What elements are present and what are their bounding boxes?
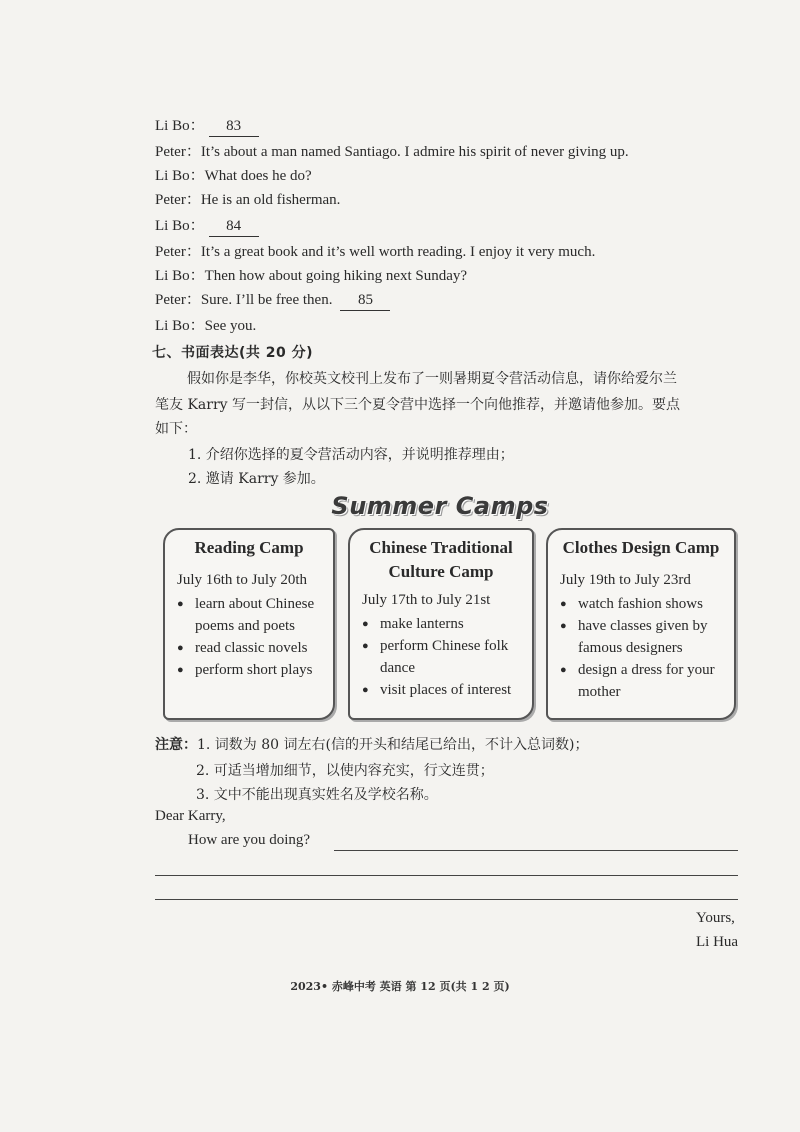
camp-activity: ● visit places of interest xyxy=(362,679,532,701)
camp-activity: ● have classes given by famous designers xyxy=(560,615,734,659)
camp-name: Reading Camp xyxy=(194,538,304,557)
writing-line-2[interactable] xyxy=(155,875,738,876)
camp-activity: ● perform Chinese folk dance xyxy=(362,635,532,679)
camp-date: July 19th to July 23rd xyxy=(560,572,691,588)
camp-card-culture xyxy=(348,528,534,720)
note-line-3: 3. 文中不能出现真实姓名及学校名称。 xyxy=(196,787,438,803)
summer-camps-title: Summer Camps xyxy=(331,492,549,520)
prompt-line-3: 如下： xyxy=(155,421,197,437)
page-footer: 2023• 赤峰中考 英语 第 12 页(共 1 2 页) xyxy=(290,980,510,993)
requirement-2: 2. 邀请 Karry 参加。 xyxy=(188,471,325,487)
dialogue-line-3: Li Bo：What does he do? xyxy=(155,168,312,184)
section-title: 七、书面表达(共 20 分) xyxy=(152,345,314,361)
camp-activity-list xyxy=(560,593,734,703)
requirement-1: 1. 介绍你选择的夏令营活动内容，并说明推荐理由； xyxy=(188,447,514,463)
camp-activity: ● make lanterns xyxy=(362,613,532,635)
dialogue-line-1: Li Bo： 83 xyxy=(155,116,259,137)
note-line-2: 2. 可适当增加细节，以使内容充实，行文连贯； xyxy=(196,763,494,779)
dialogue-line-2: Peter：It’s about a man named Santiago. I admire his spirit of never giving up. xyxy=(155,144,629,160)
writing-line-1[interactable] xyxy=(334,850,738,851)
blank-84[interactable]: 84 xyxy=(209,216,259,237)
camp-activity: ● learn about Chinese poems and poets xyxy=(177,593,333,637)
blank-83[interactable]: 83 xyxy=(209,116,259,137)
prompt-line-2: 笔友 Karry 写一封信，从以下三个夏令营中选择一个向他推荐，并邀请他参加。要点 xyxy=(155,397,680,413)
dialogue-line-7: Li Bo：Then how about going hiking next Sunday? xyxy=(155,268,468,284)
letter-signature: Li Hua xyxy=(696,934,739,950)
camp-activity: ● read classic novels xyxy=(177,637,333,659)
prompt-line-1: 假如你是李华，你校英文校刊上发布了一则暑期夏令营活动信息，请你给爱尔兰 xyxy=(187,371,677,387)
camp-activity: ● watch fashion shows xyxy=(560,593,734,615)
note-label: 注意： xyxy=(155,737,197,753)
camp-activity-list xyxy=(177,593,333,681)
letter-salutation: Dear Karry, xyxy=(155,808,226,824)
blank-85[interactable]: 85 xyxy=(340,290,390,311)
letter-opening: How are you doing? xyxy=(188,832,311,848)
camp-card-clothes-design xyxy=(546,528,736,720)
note-line-1: 注意：1. 词数为 80 词左右(信的开头和结尾已给出，不计入总词数)； xyxy=(155,737,589,753)
letter-closing: Yours, xyxy=(696,910,735,926)
camp-name: Chinese Traditional xyxy=(369,538,513,557)
camp-date: July 17th to July 21st xyxy=(362,592,491,608)
dialogue-line-6: Peter：It’s a great book and it’s well worth reading. I enjoy it very much. xyxy=(155,244,596,260)
dialogue-line-5: Li Bo： 84 xyxy=(155,216,259,237)
camp-activity: ● perform short plays xyxy=(177,659,333,681)
camp-card-reading xyxy=(163,528,335,720)
camp-name-line2: Culture Camp xyxy=(388,562,494,581)
camp-name: Clothes Design Camp xyxy=(562,538,720,557)
writing-line-3[interactable] xyxy=(155,899,738,900)
dialogue-line-8: Peter：Sure. I’ll be free then. 85 xyxy=(155,290,390,311)
camp-activity-list xyxy=(362,613,532,701)
dialogue-line-9: Li Bo：See you. xyxy=(155,318,257,334)
camp-activity: ● design a dress for your mother xyxy=(560,659,734,703)
camp-date: July 16th to July 20th xyxy=(177,572,308,588)
dialogue-line-4: Peter：He is an old fisherman. xyxy=(155,192,341,208)
